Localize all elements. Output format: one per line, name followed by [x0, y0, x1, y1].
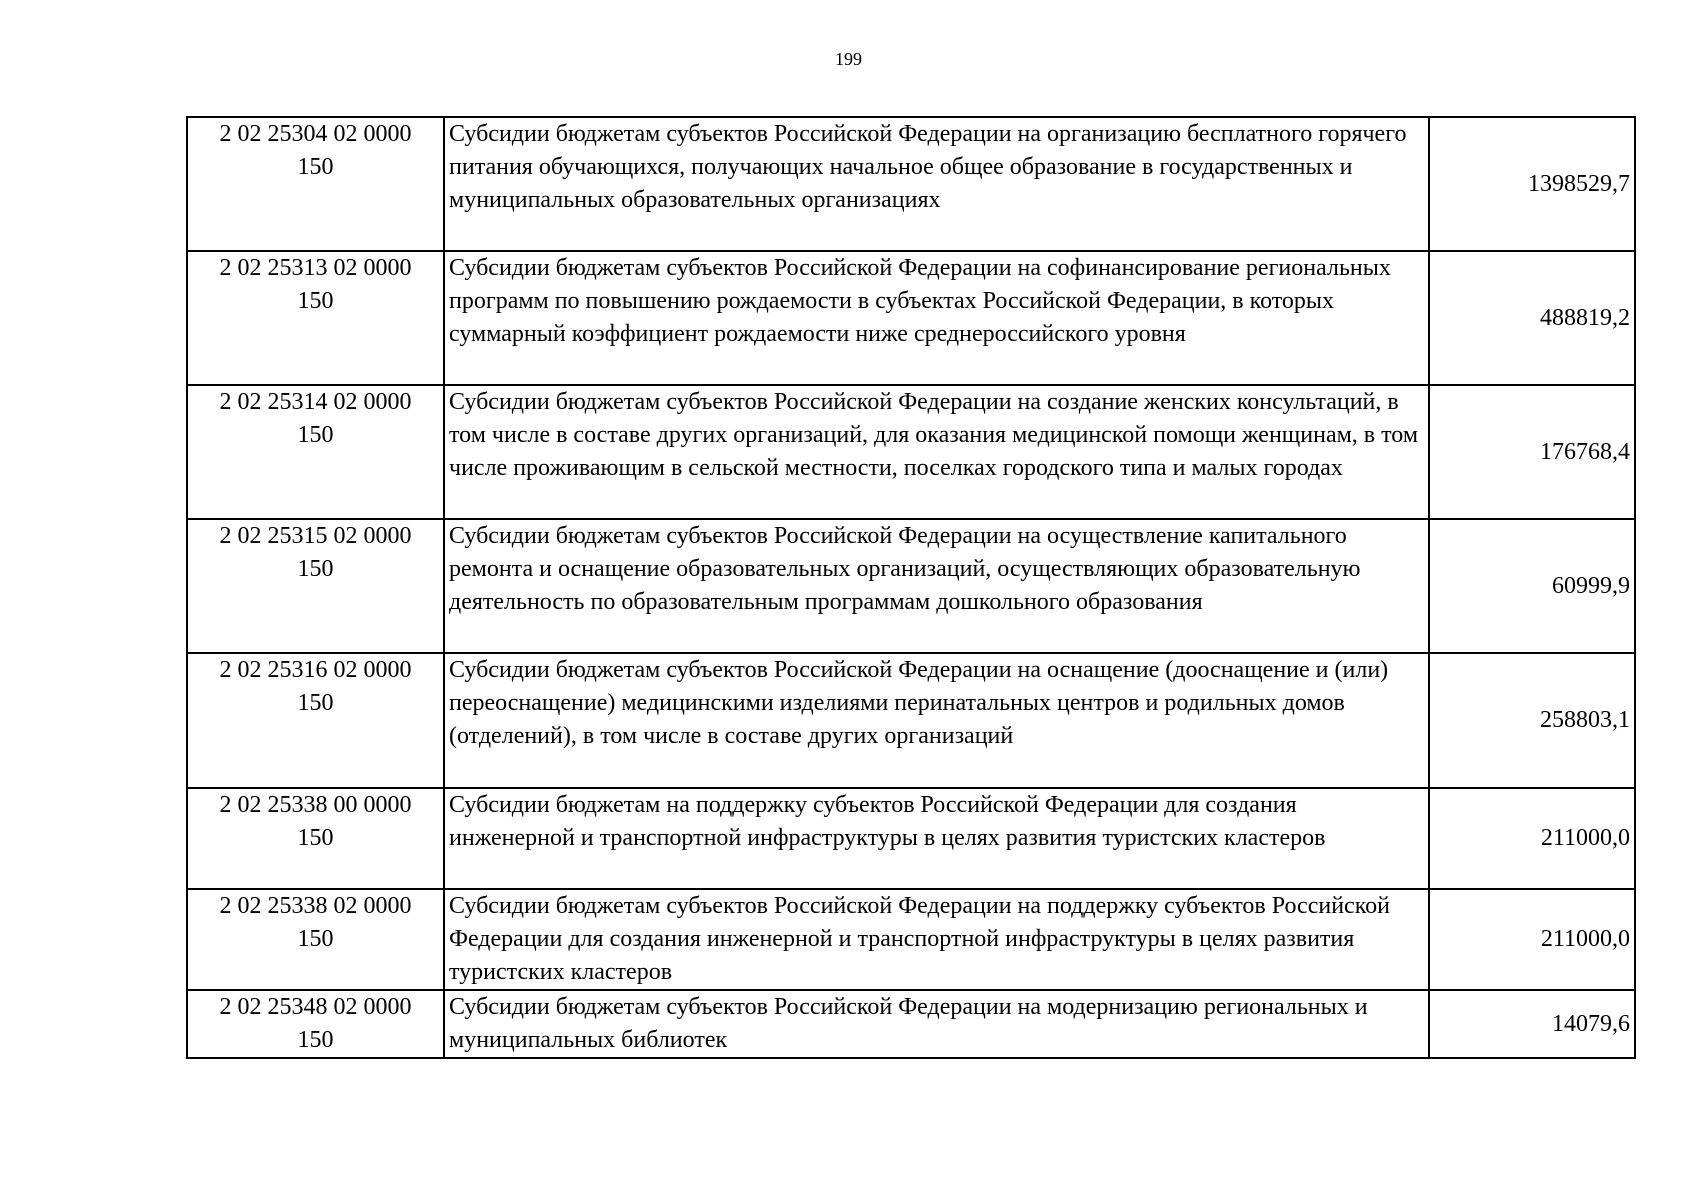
budget-code-cell — [187, 385, 444, 519]
table-row — [187, 117, 1635, 251]
budget-code-cell — [187, 889, 444, 990]
budget-code: 2 02 25314 02 0000 — [219, 389, 412, 415]
amount-cell: 211000,0 — [1429, 788, 1635, 889]
budget-table — [186, 116, 1636, 1059]
budget-code-suffix: 150 — [297, 1027, 334, 1053]
description-cell: Субсидии бюджетам субъектов Российской Федерации на оснащение (дооснащение и (или) переоснащение) медицинскими изделиями перинатальных центров и родильных домов (отделений), в том числе в составе других организаций — [444, 653, 1429, 788]
budget-code-suffix: 150 — [297, 926, 334, 952]
table-row — [187, 251, 1635, 385]
budget-code-suffix: 150 — [297, 825, 334, 851]
table-row — [187, 889, 1635, 990]
budget-code-suffix: 150 — [297, 556, 334, 582]
amount-cell: 211000,0 — [1429, 889, 1635, 990]
budget-code: 2 02 25338 00 0000 — [219, 792, 412, 818]
table-row — [187, 653, 1635, 788]
page-number: 199 — [835, 49, 862, 69]
amount-cell: 1398529,7 — [1429, 117, 1635, 251]
description-cell: Субсидии бюджетам субъектов Российской Федерации на организацию бесплатного горячего питания обучающихся, получающих начальное общее образование в государственных и муниципальных образовательных организациях — [444, 117, 1429, 251]
description-cell: Субсидии бюджетам на поддержку субъектов Российской Федерации для создания инженерной и транспортной инфраструктуры в целях развития туристских кластеров — [444, 788, 1429, 889]
amount-cell: 488819,2 — [1429, 251, 1635, 385]
budget-code-suffix: 150 — [297, 690, 334, 716]
description-cell: Субсидии бюджетам субъектов Российской Федерации на модернизацию региональных и муниципальных библиотек — [444, 990, 1429, 1058]
budget-code: 2 02 25316 02 0000 — [219, 657, 412, 683]
budget-code-suffix: 150 — [297, 154, 334, 180]
budget-code-cell — [187, 653, 444, 788]
budget-code-cell — [187, 519, 444, 653]
table-row — [187, 385, 1635, 519]
description-cell: Субсидии бюджетам субъектов Российской Федерации на осуществление капитального ремонта и оснащение образовательных организаций, осуществляющих образовательную деятельность по образовательным программам дошкольного образования — [444, 519, 1429, 653]
amount-cell: 14079,6 — [1429, 990, 1635, 1058]
budget-code: 2 02 25304 02 0000 — [219, 121, 412, 147]
budget-code: 2 02 25348 02 0000 — [219, 994, 412, 1020]
description-cell: Субсидии бюджетам субъектов Российской Федерации на поддержку субъектов Российской Федерации для создания инженерной и транспортной инфраструктуры в целях развития туристских кластеров — [444, 889, 1429, 990]
budget-code: 2 02 25315 02 0000 — [219, 523, 412, 549]
table-row — [187, 519, 1635, 653]
amount-cell: 60999,9 — [1429, 519, 1635, 653]
budget-code-cell — [187, 990, 444, 1058]
budget-code: 2 02 25313 02 0000 — [219, 255, 412, 281]
budget-code-cell — [187, 251, 444, 385]
budget-code-suffix: 150 — [297, 422, 334, 448]
budget-code-suffix: 150 — [297, 288, 334, 314]
amount-cell: 176768,4 — [1429, 385, 1635, 519]
table-row — [187, 990, 1635, 1058]
budget-code-cell — [187, 788, 444, 889]
description-cell: Субсидии бюджетам субъектов Российской Федерации на создание женских консультаций, в том числе в составе других организаций, для оказания медицинской помощи женщинам, в том числе проживающим в сельской местности, поселках городского типа и малых городах — [444, 385, 1429, 519]
budget-code: 2 02 25338 02 0000 — [219, 893, 412, 919]
budget-code-cell — [187, 117, 444, 251]
table-row — [187, 788, 1635, 889]
amount-cell: 258803,1 — [1429, 653, 1635, 788]
description-cell: Субсидии бюджетам субъектов Российской Федерации на софинансирование региональных программ по повышению рождаемости в субъектах Российской Федерации, в которых суммарный коэффициент рождаемости ниже среднероссийского уровня — [444, 251, 1429, 385]
